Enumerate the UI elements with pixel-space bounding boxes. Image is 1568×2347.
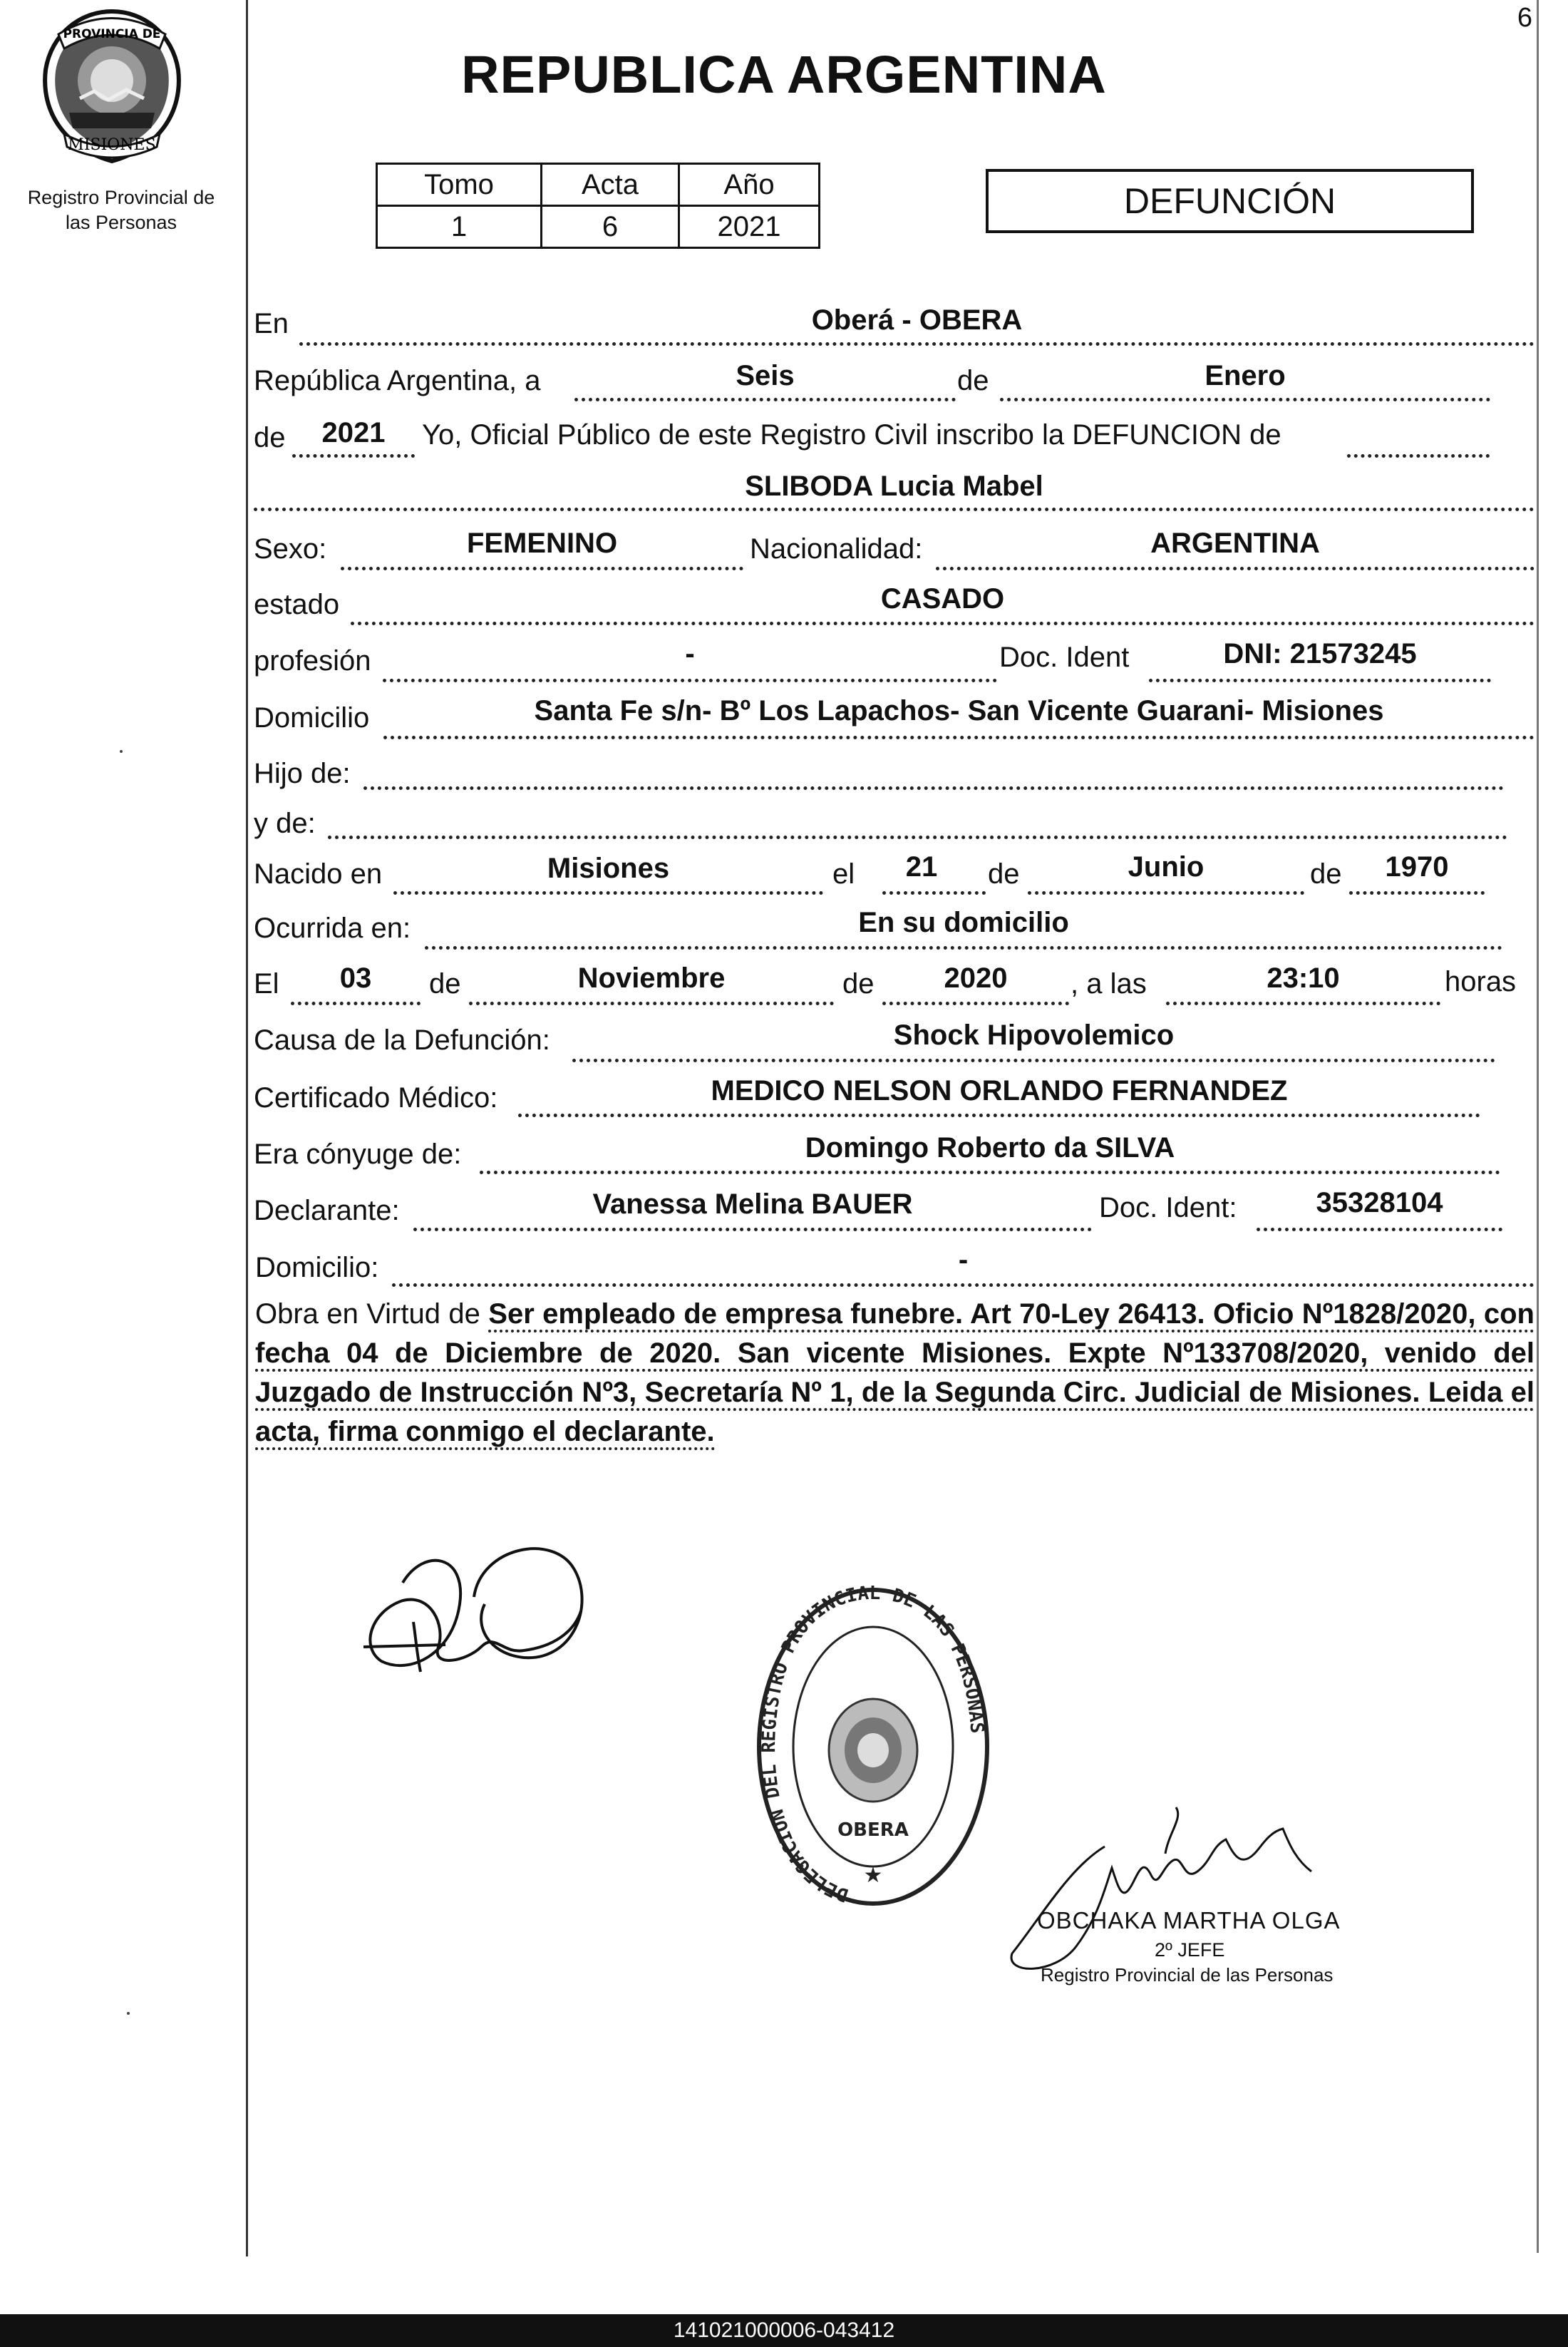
domicilio-label: Domicilio: [254, 702, 370, 734]
inscription-text: Yo, Oficial Público de este Registro Civil inscribo la DEFUNCION de: [422, 419, 1281, 451]
domicilio-dotted-line: [383, 736, 1535, 739]
doc-ident-value: DNI: 21573245: [1223, 638, 1417, 669]
death-day-dotted-line: [291, 1002, 421, 1005]
birth-de2-label: de: [1310, 858, 1342, 890]
acta-header: Acta: [542, 164, 679, 206]
ocurrida-dotted-line: [425, 946, 1502, 950]
inscription-dotted-line: [1347, 454, 1490, 458]
acta-value: 6: [542, 206, 679, 248]
ocurrida-value: En su domicilio: [858, 907, 1069, 938]
crest-bottom-text: MISIONES: [68, 136, 156, 154]
decl-doc-value: 35328104: [1316, 1187, 1443, 1218]
obra-text: Ser empleado de empresa funebre. Art 70-Ley 26413. Oficio Nº1828/2020, con fecha 04 de Diciembre de 2020. San vicente Misiones. Expte Nº133708/2020, venido del Juzgado de Instrucción Nº3, Secretaría Nº 1, de la Segunda Circ. Judicial de Misiones. Leida el acta, firma conmigo el declarante.: [255, 1298, 1535, 1450]
name-dotted-line: [254, 508, 1535, 511]
year-de-label: de: [254, 422, 286, 453]
horas-label: horas: [1445, 966, 1517, 997]
birth-de1-label: de: [988, 858, 1020, 890]
certificado-value: MEDICO NELSON ORLANDO FERNANDEZ: [711, 1075, 1288, 1106]
obra-label: Obra en Virtud de: [255, 1298, 480, 1330]
tomo-value: 1: [377, 206, 542, 248]
death-month-dotted-line: [469, 1002, 834, 1005]
stamp-city: OBERA: [837, 1819, 909, 1841]
decl-domicilio-dotted-line: [392, 1283, 1535, 1287]
birth-day-dotted-line: [882, 891, 986, 895]
sexo-dotted-line: [341, 567, 743, 570]
official-name: OBCHAKA MARTHA OLGA: [1037, 1907, 1341, 1933]
estado-label: estado: [254, 589, 340, 620]
domicilio-value: Santa Fe s/n- Bº Los Lapachos- San Vicente Guarani- Misiones: [534, 695, 1384, 726]
decl-domicilio-value: -: [958, 1244, 969, 1275]
sexo-label: Sexo:: [254, 533, 327, 565]
profesion-label: profesión: [254, 645, 371, 677]
nacionalidad-value: ARGENTINA: [1150, 528, 1320, 559]
declarante-value: Vanessa Melina BAUER: [592, 1188, 913, 1220]
page-number: 6: [1517, 3, 1532, 33]
ocurrida-label: Ocurrida en:: [254, 913, 411, 944]
birth-day-value: 21: [905, 851, 938, 883]
en-dotted-line: [299, 342, 1535, 346]
crest-top-text: PROVINCIA DE: [63, 27, 161, 41]
nacionalidad-dotted-line: [936, 567, 1535, 570]
en-label: En: [254, 308, 289, 339]
nacido-value: Misiones: [547, 853, 670, 884]
month-value: Enero: [1205, 360, 1286, 391]
decl-doc-label: Doc. Ident:: [1099, 1192, 1237, 1223]
death-time-value: 23:10: [1267, 962, 1340, 994]
stamp-ring-text: DELEGACION DEL REGISTRO PROVINCIAL DE LAS PERSONAS: [758, 1582, 988, 1906]
official-role: 2º JEFE: [1155, 1939, 1225, 1961]
footer-code-bar: 141021000006-043412: [0, 2314, 1568, 2347]
birth-year-value: 1970: [1385, 851, 1449, 883]
birth-month-dotted-line: [1028, 891, 1304, 895]
death-year-dotted-line: [882, 1002, 1069, 1005]
obra-en-virtud-paragraph: [255, 1295, 1535, 1452]
republica-label: República Argentina, a: [254, 365, 541, 396]
sexo-value: FEMENINO: [466, 528, 618, 559]
death-month-value: Noviembre: [577, 962, 726, 994]
left-margin-line: [246, 0, 248, 2256]
deceased-name: SLIBODA Lucia Mabel: [745, 471, 1043, 502]
declarant-signature: [360, 1533, 592, 1704]
profesion-value: -: [685, 638, 695, 669]
right-margin-line: [1537, 0, 1539, 2253]
death-de1-label: de: [429, 968, 461, 1000]
table-value-row: [377, 206, 820, 248]
year-value: 2021: [321, 417, 386, 448]
conyuge-label: Era cónyuge de:: [254, 1139, 462, 1170]
nacido-label: Nacido en: [254, 858, 383, 890]
scan-speck: [120, 750, 123, 753]
doc-ident-dotted-line: [1149, 679, 1491, 682]
causa-value: Shock Hipovolemico: [893, 1020, 1175, 1051]
declarante-dotted-line: [413, 1228, 1092, 1231]
yde-label: y de:: [254, 808, 316, 839]
birth-el-label: el: [832, 858, 855, 890]
table-header-row: [377, 164, 820, 206]
hijo-dotted-line: [363, 786, 1504, 790]
hijo-label: Hijo de:: [254, 758, 351, 789]
birth-year-dotted-line: [1349, 891, 1485, 895]
page-title: REPUBLICA ARGENTINA: [461, 45, 1107, 104]
decl-domicilio-label: Domicilio:: [255, 1252, 379, 1283]
conyuge-value: Domingo Roberto da SILVA: [805, 1132, 1175, 1164]
declarante-label: Declarante:: [254, 1195, 400, 1226]
month-dotted-line: [1000, 398, 1490, 401]
nacido-dotted-line: [393, 891, 823, 895]
doc-ident-label: Doc. Ident: [999, 642, 1130, 673]
year-dotted-line: [292, 454, 415, 458]
official-registry: Registro Provincial de las Personas: [1041, 1964, 1334, 1986]
anio-value: 2021: [679, 206, 820, 248]
death-el-label: El: [254, 968, 279, 1000]
decl-doc-dotted-line: [1257, 1228, 1502, 1231]
record-number-table: [376, 163, 820, 249]
estado-dotted-line: [351, 622, 1535, 625]
death-time-dotted-line: [1166, 1002, 1440, 1005]
anio-header: Año: [679, 164, 820, 206]
en-value: Oberá - OBERA: [811, 304, 1023, 336]
causa-label: Causa de la Defunción:: [254, 1024, 550, 1056]
registry-label: Registro Provincial de las Personas: [27, 187, 215, 233]
death-de2-label: de: [842, 968, 875, 1000]
delegation-stamp: [748, 1579, 998, 1914]
tomo-header: Tomo: [377, 164, 542, 206]
conyuge-dotted-line: [480, 1171, 1500, 1174]
estado-value: CASADO: [880, 583, 1005, 615]
scan-speck: [127, 2012, 130, 2015]
birth-month-value: Junio: [1128, 851, 1205, 883]
day-value: Seis: [736, 360, 795, 391]
day-de-label: de: [957, 365, 989, 396]
death-day-value: 03: [339, 962, 372, 994]
death-year-value: 2020: [944, 962, 1008, 994]
alas-label: , a las: [1071, 968, 1147, 1000]
yde-dotted-line: [328, 836, 1507, 839]
day-dotted-line: [574, 398, 956, 401]
causa-dotted-line: [572, 1059, 1495, 1062]
certificado-dotted-line: [518, 1114, 1480, 1117]
nacionalidad-label: Nacionalidad:: [750, 533, 923, 565]
certificado-label: Certificado Médico:: [254, 1082, 498, 1114]
star-icon: ★: [863, 1864, 883, 1887]
profesion-dotted-line: [383, 679, 997, 682]
record-type-box: DEFUNCIÓN: [986, 169, 1474, 233]
